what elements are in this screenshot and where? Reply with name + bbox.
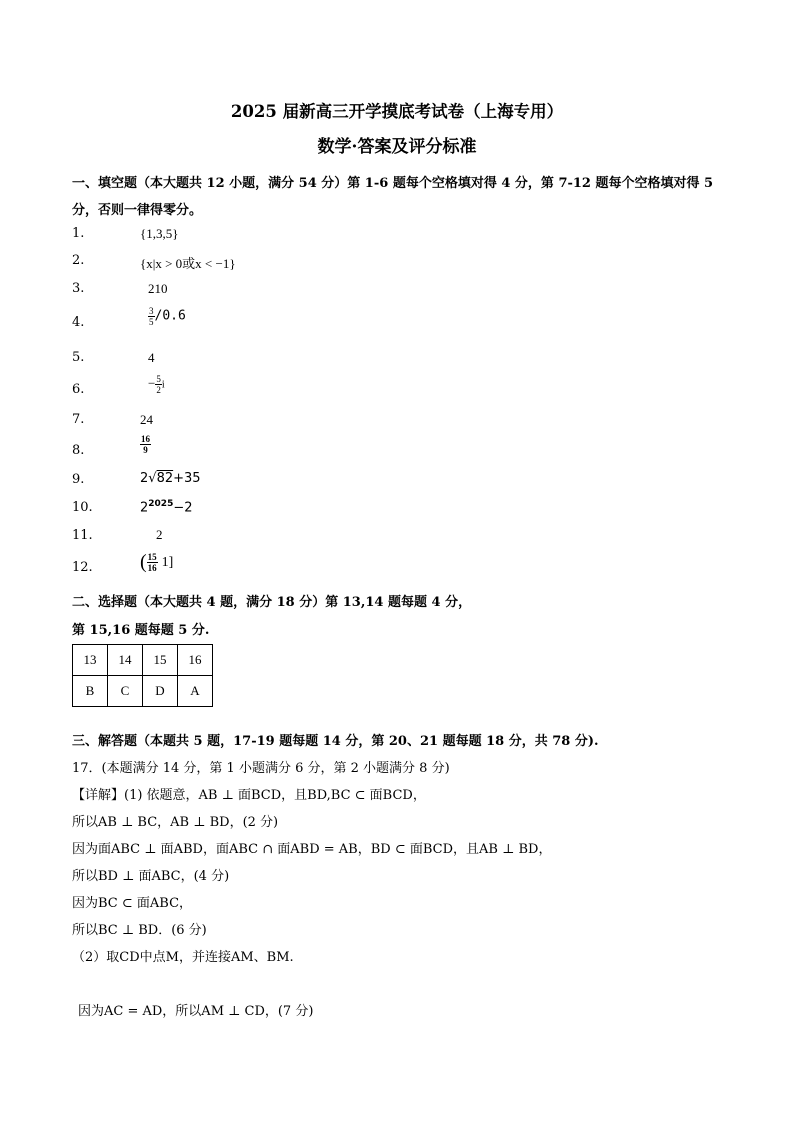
answer-number: 2. (72, 253, 85, 268)
answer-interval (140, 551, 173, 574)
answer-cell: C (108, 676, 143, 707)
section2-header-line1: 二、选择题（本大题共 4 题，满分 18 分）第 13,14 题每题 4 分， (72, 595, 472, 610)
power-base: 2 (140, 500, 149, 516)
answer-number: 3. (72, 281, 85, 296)
answer-text: {x|x > 0或x < −1} (140, 256, 236, 271)
answer-number: 12. (72, 560, 93, 575)
answer-number: 7. (72, 412, 85, 427)
fraction-numerator: 16 (141, 434, 150, 444)
answer-number: 6. (72, 382, 85, 397)
answer-fraction (140, 434, 151, 455)
section1-header-line1: 一、填空题（本大题共 12 小题，满分 54 分）第 1-6 题每个空格填对得 4 分，第 7-12 题每个空格填对得 5 (72, 176, 714, 191)
answer-text: 24 (140, 412, 153, 427)
fraction-denominator: 9 (143, 445, 148, 455)
question-number-cell: 14 (108, 645, 143, 676)
answer-fraction (148, 374, 165, 395)
choice-answer-table (72, 644, 213, 707)
section3-header: 三、解答题（本题共 5 题，17-19 题每题 14 分，第 20、21 题每题 18 分，共 78 分). (72, 734, 599, 749)
fraction-denominator: 2 (156, 385, 161, 395)
answer-power (140, 499, 193, 515)
answer-text: {1,3,5} (140, 226, 179, 241)
solution-line: 【详解】(1) 依题意，AB ⊥ 面BCD，且BD,BC ⊂ 面BCD， (72, 788, 426, 803)
answer-number: 8. (72, 443, 85, 458)
solution-line: 因为面ABC ⊥ 面ABD，面ABC ∩ 面ABD = AB，BD ⊂ 面BCD，且AB ⊥ BD， (72, 842, 552, 857)
fraction-denominator: 5 (149, 317, 154, 327)
fraction-prefix: − (148, 375, 156, 391)
question-number-cell: 13 (73, 645, 108, 676)
power-tail: −2 (173, 500, 193, 516)
answer-radical: 2√82+35 (140, 471, 201, 486)
fraction-tail: /0.6 (154, 308, 186, 324)
radical-tail: +35 (173, 471, 201, 486)
solution-line: 因为AC = AD，所以AM ⊥ CD，(7 分) (78, 1004, 314, 1019)
power-exponent: 2025 (148, 499, 174, 509)
solution-line: 所以BC ⊥ BD．(6 分) (72, 923, 207, 938)
fraction-numerator: 5 (156, 374, 161, 384)
section1-header-line2: 分，否则一律得零分。 (72, 203, 203, 218)
fraction-numerator: 3 (149, 306, 154, 316)
radical-radicand: 82 (156, 471, 174, 486)
interval-open-bracket: ( (140, 551, 147, 573)
fraction-tail: i (161, 379, 165, 391)
radical-coefficient: 2 (140, 471, 149, 486)
solution-line: 所以BD ⊥ 面ABC，(4 分) (72, 869, 230, 884)
interval-tail: 1] (161, 554, 174, 570)
answer-cell: D (143, 676, 178, 707)
document-subtitle: 数学·答案及评分标准 (317, 137, 477, 157)
answer-text: 210 (148, 281, 168, 296)
solution-line: 因为BC ⊂ 面ABC， (72, 896, 193, 911)
document-title: 2025 届新高三开学摸底考试卷（上海专用） (230, 102, 564, 121)
question-number-cell: 16 (178, 645, 213, 676)
fraction-denominator: 16 (147, 563, 157, 573)
table-row (73, 645, 213, 676)
answer-number: 11. (72, 528, 93, 543)
answer-fraction (148, 306, 186, 327)
answer-text: 2 (156, 527, 163, 542)
section2-header-line2: 第 15,16 题每题 5 分. (72, 623, 210, 638)
answer-number: 5. (72, 350, 85, 365)
answer-number: 10. (72, 500, 93, 515)
fraction-numerator: 15 (147, 552, 157, 562)
answer-number: 1. (72, 226, 85, 241)
solution-line: （2）取CD中点M，并连接AM、BM. (72, 950, 294, 965)
answer-number: 9. (72, 472, 85, 487)
table-row (73, 676, 213, 707)
answer-cell: B (73, 676, 108, 707)
answer-cell: A (178, 676, 213, 707)
solution-line: 所以AB ⊥ BC，AB ⊥ BD，(2 分) (72, 815, 279, 830)
answer-text: 4 (148, 350, 155, 365)
answer-number: 4. (72, 315, 85, 330)
question17-header: 17．(本题满分 14 分，第 1 小题满分 6 分，第 2 小题满分 8 分) (72, 761, 450, 776)
question-number-cell: 15 (143, 645, 178, 676)
